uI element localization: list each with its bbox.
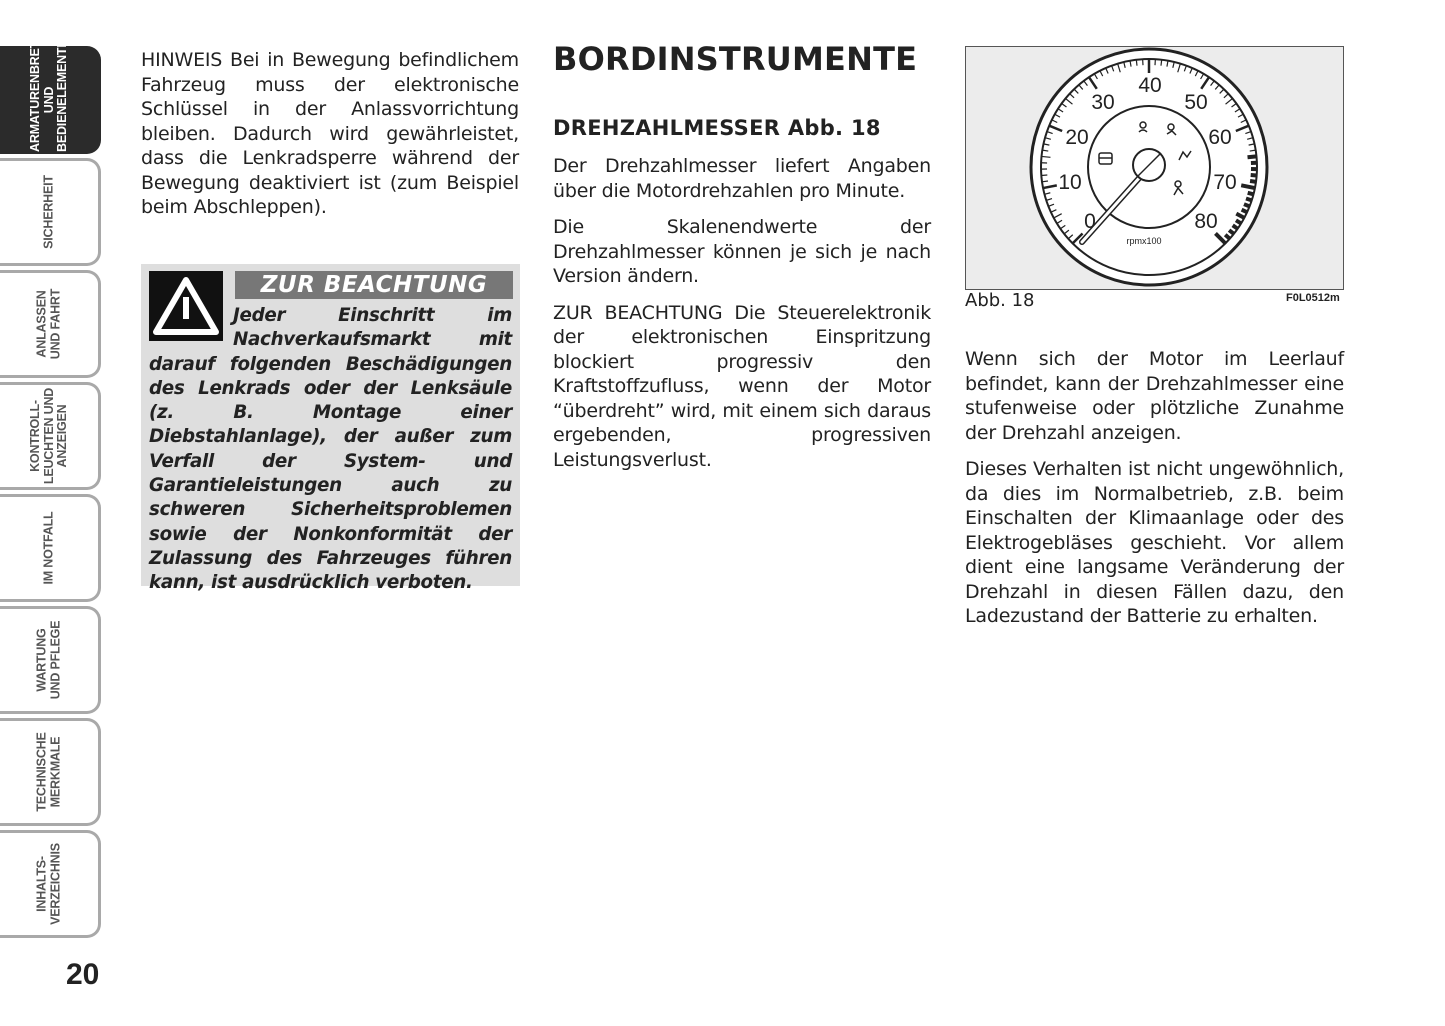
tab-label: INHALTS- VERZEICHNIS [34, 843, 62, 925]
tab-wartung[interactable] [0, 606, 101, 714]
tachometer-gauge [966, 47, 1342, 288]
gauge-unit: rpmx100 [1126, 236, 1162, 246]
gauge-tick [1248, 193, 1254, 195]
gauge-label-30: 30 [1091, 91, 1115, 114]
gauge-tick [1042, 181, 1048, 182]
gauge-tick [1236, 220, 1241, 223]
tab-sicherheit[interactable] [0, 158, 101, 266]
paragraph-3: ZUR BEACHTUNG Die Steuerelektronik der elektronischen Einspritzung blockiert progressiv den Kraftstoffzufluss, wenn der Motor “überdreht” wird, mit einem sich daraus ergebenden, progressiven Leistungsverlust. [553, 301, 931, 471]
hinweis-paragraph: HINWEIS Bei in Bewegung befindlichem Fahrzeug muss der elektronische Schlüssel in der Anlassvorrichtung bleiben. Dadurch wird gewährleistet, dass die Lenkradsperre während der Bewegung deaktiviert ist (zum Beispiel beim Abschleppen). [141, 49, 519, 218]
gauge-label-80: 80 [1194, 210, 1218, 233]
paragraph-1: Der Drehzahlmesser liefert Angaben über die Motordrehzahlen pro Minute. [553, 155, 931, 202]
right-paragraph-2: Dieses Verhalten ist nicht ungewöhnlich, da dies im Normalbetrieb, z.B. beim Einschalten der Klimaanlage oder des Elektrogebläses geschieht. Vor allem dient eine langsame Veränderung der Drehzahl in diesen Fällen dazu, den Ladezustand der Batterie zu erhalten. [965, 458, 1344, 627]
gauge-label-20: 20 [1065, 126, 1089, 149]
tab-label: SICHERHEIT [41, 175, 56, 249]
gauge-tick [1161, 60, 1162, 66]
tab-kontrollleuchten[interactable] [0, 382, 101, 490]
paragraph-2: Die Skalenendwerte der Drehzahlmesser können je sich je nach Version ändern. [553, 216, 931, 287]
warning-text: Jeder Einschritt im Nachverkaufsmarkt mit darauf folgenden Beschädigungen des Lenkrads oder der Lenksäule (z. B. Montage einer Diebstahlanlage), der außer zum Verfall der System- und Garantieleistungen auch zu schweren Sicherheitsproblemen sowie der Nonkonformität der Zulassung des Fahrzeuges führen kann, ist ausdrücklich verboten. [149, 305, 512, 594]
warning-title: ZUR BEACHTUNG [235, 271, 513, 299]
middle-column [553, 40, 931, 472]
gauge-tick [1242, 210, 1247, 213]
tab-label: IM NOTFALL [41, 511, 56, 585]
right-paragraph-1: Wenn sich der Motor im Leerlauf befindet, kann der Drehzahlmesser eine stufenweise oder plötzliche Zunahme der Drehzahl anzeigen. [965, 348, 1344, 444]
left-column [141, 48, 519, 220]
tachometer-figure [965, 46, 1344, 290]
gauge-label-70: 70 [1213, 171, 1237, 194]
right-column [965, 347, 1344, 629]
gauge-label-50: 50 [1184, 91, 1208, 114]
section-title: BORDINSTRUMENTE [553, 40, 918, 78]
gauge-tick [1244, 204, 1250, 206]
warning-text-block [149, 304, 512, 596]
subsection-title: DREHZAHLMESSER Abb. 18 [553, 116, 881, 140]
page-number: 20 [66, 958, 100, 991]
figure-caption: Abb. 18 [965, 290, 1035, 311]
tab-im-notfall[interactable] [0, 494, 101, 602]
gauge-label-40: 40 [1138, 74, 1162, 97]
gauge-label-60: 60 [1208, 126, 1232, 149]
tab-label: ARMATURENBRETT UND BEDIENELEMENTE [27, 33, 69, 152]
gauge-tick [1250, 181, 1256, 182]
gauge-label-0: 0 [1084, 210, 1096, 233]
figure-code: F0L0512m [1286, 292, 1340, 304]
warning-box [141, 264, 520, 594]
tab-armaturenbrett[interactable] [0, 33, 101, 154]
tab-label: WARTUNG UND PFLEGE [34, 620, 62, 700]
gauge-tick [1241, 185, 1255, 188]
tab-technische-merkmale[interactable] [0, 718, 101, 826]
gauge-tick [1233, 225, 1238, 228]
tab-label: TECHNISCHE MERKMALE [34, 732, 62, 812]
tab-inhaltsverzeichnis[interactable] [0, 830, 101, 938]
gauge-tick [1248, 156, 1257, 157]
tab-label: KONTROLL- LEUCHTEN UND ANZEIGEN [27, 387, 69, 485]
gauge-tick [1136, 60, 1137, 66]
gauge-tick [1246, 199, 1252, 201]
tab-anlassen[interactable] [0, 270, 101, 378]
tab-label: ANLASSEN UND FAHRT [34, 288, 62, 360]
gauge-label-10: 10 [1058, 171, 1082, 194]
